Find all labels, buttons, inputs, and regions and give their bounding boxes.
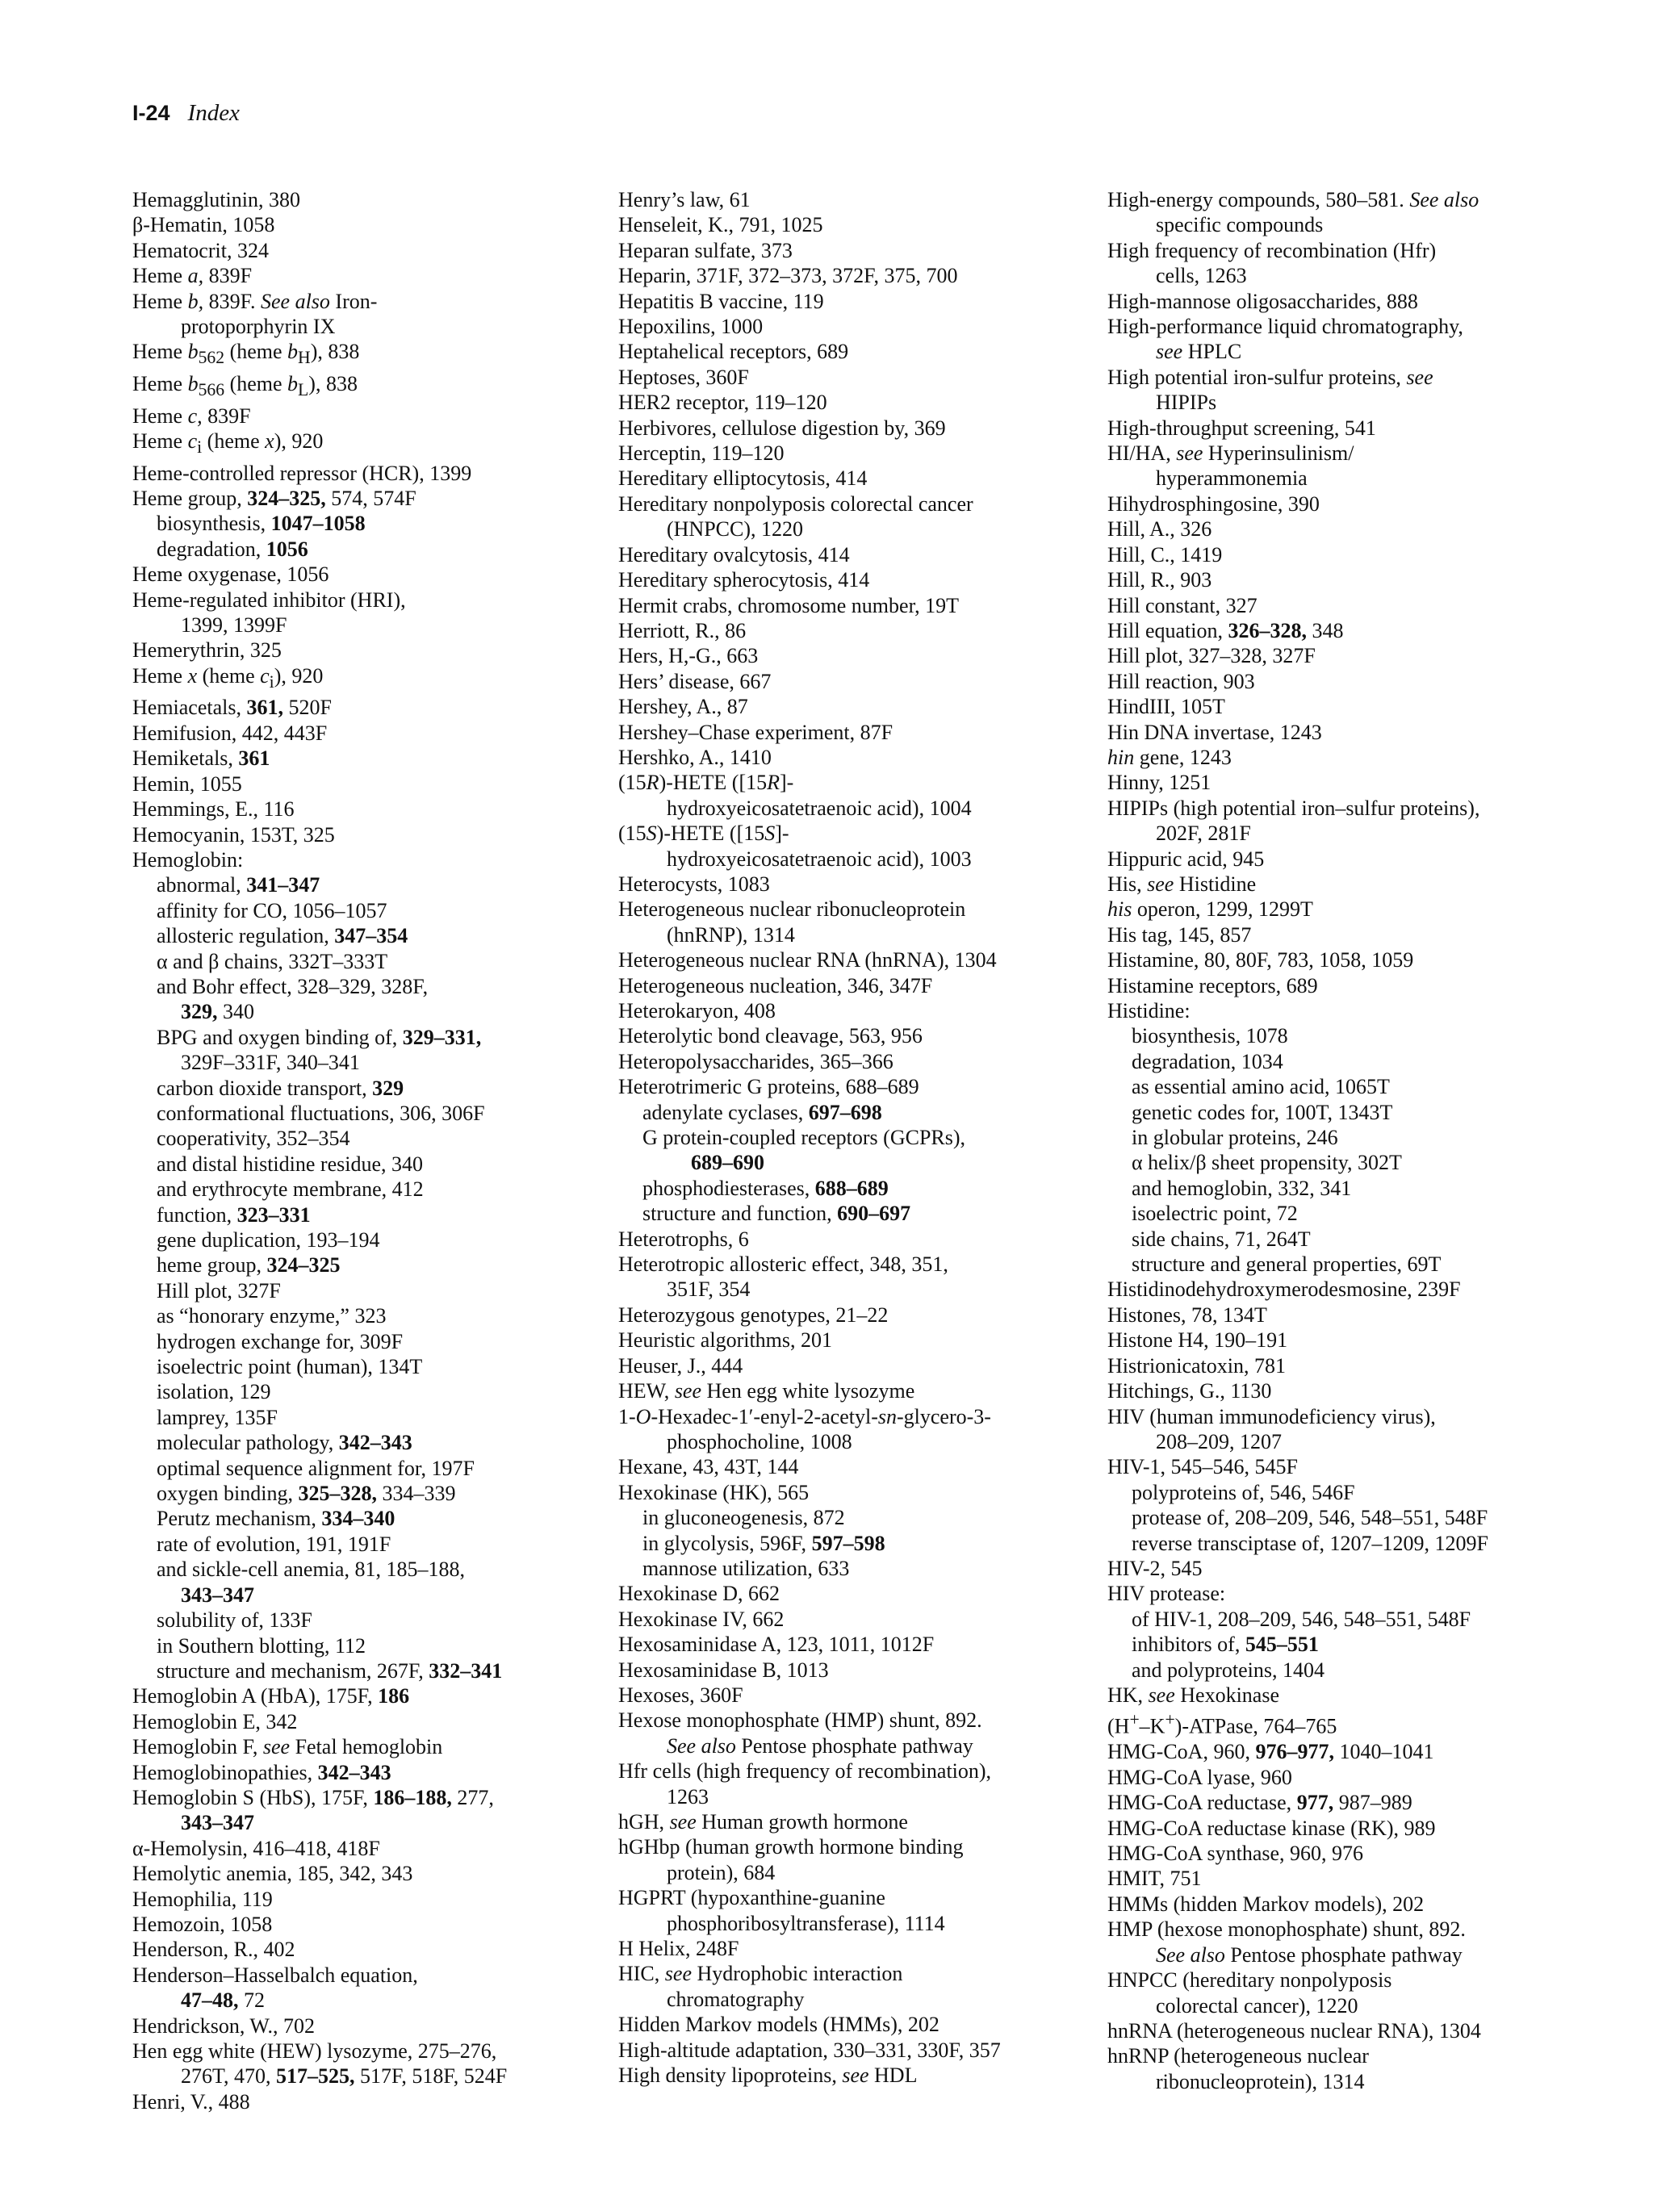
index-entry: isolation, 129 — [157, 1380, 271, 1404]
index-entry: β-Hematin, 1058 — [132, 213, 275, 237]
index-entry: Hereditary nonpolyposis colorectal cancer — [618, 491, 973, 516]
index-entry: HMG-CoA, 960, 976–977, 1040–1041 — [1107, 1740, 1434, 1764]
index-entry: Heterocysts, 1083 — [618, 872, 770, 896]
index-entry: Histidine: — [1107, 999, 1191, 1022]
index-entry: HMG-CoA synthase, 960, 976 — [1107, 1842, 1364, 1866]
index-entry: 1263 — [667, 1784, 709, 1808]
index-entry: in globular proteins, 246 — [1132, 1126, 1338, 1150]
index-entry: Herceptin, 119–120 — [618, 441, 785, 466]
index-entry: (HNPCC), 1220 — [667, 517, 804, 542]
index-entry: genetic codes for, 100T, 1343T — [1132, 1100, 1393, 1124]
index-entry: Hereditary ovalcytosis, 414 — [618, 542, 850, 567]
index-column-3 — [1107, 187, 1608, 2094]
index-entry: gene duplication, 193–194 — [157, 1228, 380, 1252]
index-entry: Heterogeneous nuclear RNA (hnRNA), 1304 — [618, 948, 997, 972]
index-entry: High-energy compounds, 580–581. See also — [1107, 188, 1479, 211]
index-entry: HMG-CoA reductase kinase (RK), 989 — [1107, 1816, 1436, 1840]
index-entry: Heme $c_i$ (heme x), 920 — [132, 429, 324, 458]
index-entry: HMP (hexose monophosphate) shunt, 892. — [1107, 1917, 1466, 1942]
index-entry: Hepatitis B vaccine, 119 — [618, 289, 824, 313]
index-entry: High-altitude adaptation, 330–331, 330F, 357 — [618, 2038, 1001, 2062]
index-entry: High potential iron-sulfur proteins, see — [1107, 365, 1433, 389]
index-entry: abnormal, 341–347 — [157, 873, 320, 897]
index-entry: Heterotrimeric G proteins, 688–689 — [618, 1075, 919, 1099]
index-entry: HIC, see Hydrophobic interaction — [618, 1962, 903, 1986]
index-entry: and sickle-cell anemia, 81, 185–188, — [157, 1558, 465, 1582]
index-entry: solubility of, 133F — [157, 1608, 312, 1633]
index-entry: as “honorary enzyme,” 323 — [157, 1304, 387, 1328]
index-entry: specific compounds — [1156, 213, 1324, 237]
index-entry: reverse transciptase of, 1207–1209, 1209F — [1132, 1531, 1488, 1555]
index-entry: Hemmings, E., 116 — [132, 797, 295, 822]
index-entry: Heme c, 839F — [132, 404, 251, 428]
index-entry: HIPIPs (high potential iron–sulfur proteins), — [1107, 796, 1480, 820]
index-entry: Hereditary spherocytosis, 414 — [618, 568, 870, 592]
index-entry: Histamine receptors, 689 — [1107, 973, 1318, 997]
index-entry: 1-O-Hexadec-1′-enyl-2-acetyl-sn-glycero-3- — [618, 1404, 991, 1428]
index-entry: Hill equation, 326–328, 348 — [1107, 618, 1344, 642]
index-entry: and erythrocyte membrane, 412 — [157, 1177, 424, 1202]
index-entry: Hemiacetals, 361, 520F — [132, 696, 332, 720]
index-entry: heme group, 324–325 — [157, 1253, 341, 1277]
index-entry: Hexose monophosphate (HMP) shunt, 892. — [618, 1708, 982, 1733]
index-entry: protein), 684 — [667, 1860, 776, 1884]
index-entry: High density lipoproteins, see HDL — [618, 2064, 918, 2088]
index-entry: 47–48, 72 — [181, 1988, 265, 2013]
index-entry: Hen egg white (HEW) lysozyme, 275–276, — [132, 2039, 497, 2063]
index-entry: Heterogeneous nuclear ribonucleoprotein — [618, 897, 966, 922]
index-entry: See also Pentose phosphate pathway — [1156, 1942, 1463, 1967]
index-entry: Hemerythrin, 325 — [132, 638, 282, 663]
index-entry: His tag, 145, 857 — [1107, 922, 1252, 947]
index-entry: Hendrickson, W., 702 — [132, 2013, 316, 2038]
index-entry: function, 323–331 — [157, 1202, 311, 1227]
index-entry: Herbivores, cellulose digestion by, 369 — [618, 416, 946, 440]
index-entry: optimal sequence alignment for, 197F — [157, 1456, 475, 1480]
index-entry: Hemoglobin F, see Fetal hemoglobin — [132, 1735, 443, 1759]
index-entry: Hereditary elliptocytosis, 414 — [618, 466, 868, 491]
index-entry: structure and general properties, 69T — [1132, 1252, 1442, 1277]
index-entry: biosynthesis, 1047–1058 — [157, 512, 366, 536]
index-entry: Hemifusion, 442, 443F — [132, 721, 328, 745]
index-entry: Hers, H,-G., 663 — [618, 644, 759, 668]
index-entry: Henderson–Hasselbalch equation, — [132, 1963, 418, 1987]
index-entry: Heterokaryon, 408 — [618, 999, 776, 1022]
index-entry: hydrogen exchange for, 309F — [157, 1329, 404, 1353]
index-entry: HER2 receptor, 119–120 — [618, 391, 827, 415]
index-entry: rate of evolution, 191, 191F — [157, 1532, 391, 1556]
index-entry: Hill reaction, 903 — [1107, 669, 1255, 693]
index-entry: Heme $b_{562}$ (heme $b_H$), 838 — [132, 340, 360, 368]
index-entry: (15S)-HETE ([15S]- — [618, 822, 789, 846]
index-entry: Hemoglobinopathies, 342–343 — [132, 1760, 391, 1784]
index-entry: hGH, see Human growth hormone — [618, 1810, 908, 1834]
index-entry: Histamine, 80, 80F, 783, 1058, 1059 — [1107, 948, 1414, 972]
index-entry: Hershey–Chase experiment, 87F — [618, 720, 893, 744]
index-entry: hGHbp (human growth hormone binding — [618, 1835, 964, 1859]
index-entry: 1399, 1399F — [181, 613, 287, 638]
index-entry: His, see Histidine — [1107, 872, 1257, 896]
index-entry: Hemoglobin E, 342 — [132, 1709, 298, 1733]
index-entry: HMMs (hidden Markov models), 202 — [1107, 1892, 1425, 1916]
index-column-1 — [132, 187, 584, 2114]
index-entry: 202F, 281F — [1156, 822, 1251, 846]
index-entry: α and β chains, 332T–333T — [157, 949, 388, 973]
index-entry: HNPCC (hereditary nonpolyposis — [1107, 1968, 1392, 1992]
index-entry: See also Pentose phosphate pathway — [667, 1733, 973, 1758]
index-entry: α helix/β sheet propensity, 302T — [1132, 1151, 1402, 1175]
running-head-title: Index — [187, 100, 240, 126]
index-entry: HIV protease: — [1107, 1582, 1226, 1606]
index-entry: High-performance liquid chromatography, — [1107, 315, 1463, 339]
index-entry: hnRNA (heterogeneous nuclear RNA), 1304 — [1107, 2018, 1481, 2043]
index-entry: hydroxyeicosatetraenoic acid), 1003 — [667, 847, 972, 871]
index-entry: 208–209, 1207 — [1156, 1429, 1282, 1453]
index-entry: in glycolysis, 596F, 597–598 — [642, 1531, 885, 1555]
index-entry: Heparan sulfate, 373 — [618, 238, 793, 262]
index-entry: and polyproteins, 1404 — [1132, 1658, 1325, 1682]
index-entry: degradation, 1034 — [1132, 1049, 1283, 1073]
index-entry: Hill plot, 327F — [157, 1278, 281, 1303]
index-entry: protoporphyrin IX — [181, 315, 336, 339]
index-entry: HK, see Hexokinase — [1107, 1683, 1280, 1707]
index-entry: Heuser, J., 444 — [618, 1353, 743, 1378]
index-entry: Hershko, A., 1410 — [618, 745, 772, 769]
index-entry: chromatography — [667, 1987, 805, 2011]
index-entry: 329, 340 — [181, 1000, 254, 1024]
index-entry: Hemin, 1055 — [132, 771, 242, 796]
index-entry: High frequency of recombination (Hfr) — [1107, 238, 1437, 262]
index-entry: Henderson, R., 402 — [132, 1938, 295, 1962]
index-entry: Histones, 78, 134T — [1107, 1303, 1267, 1327]
index-entry: and distal histidine residue, 340 — [157, 1152, 424, 1176]
index-entry: and Bohr effect, 328–329, 328F, — [157, 974, 429, 998]
index-entry: Heuristic algorithms, 201 — [618, 1328, 833, 1353]
index-entry: cells, 1263 — [1156, 264, 1247, 288]
index-entry: HIV-1, 545–546, 545F — [1107, 1455, 1298, 1479]
index-entry: Hill plot, 327–328, 327F — [1107, 644, 1316, 668]
index-entry: mannose utilization, 633 — [642, 1556, 850, 1580]
index-entry: structure and mechanism, 267F, 332–341 — [157, 1658, 503, 1683]
index-entry: Heterogeneous nucleation, 346, 347F — [618, 973, 933, 997]
index-entry: Hexoses, 360F — [618, 1683, 743, 1707]
index-entry: Heme-controlled repressor (HCR), 1399 — [132, 461, 472, 485]
index-entry: Hematocrit, 324 — [132, 238, 269, 262]
index-entry: α-Hemolysin, 416–418, 418F — [132, 1836, 380, 1860]
index-entry: Heme $b_{566}$ (heme $b_L$), 838 — [132, 372, 358, 400]
index-entry: HIPIPs — [1156, 391, 1217, 415]
index-entry: Hexokinase IV, 662 — [618, 1607, 785, 1631]
index-entry: Perutz mechanism, 334–340 — [157, 1507, 395, 1531]
index-entry: High-mannose oligosaccharides, 888 — [1107, 289, 1418, 313]
index-entry: HI/HA, see Hyperinsulinism/ — [1107, 441, 1354, 466]
index-entry: Hexosaminidase A, 123, 1011, 1012F — [618, 1633, 935, 1657]
index-entry: polyproteins of, 546, 546F — [1132, 1480, 1355, 1504]
index-entry: degradation, 1056 — [157, 537, 308, 561]
index-entry: conformational fluctuations, 306, 306F — [157, 1101, 485, 1125]
index-entry: phosphodiesterases, 688–689 — [642, 1176, 889, 1200]
index-entry: Hexosaminidase B, 1013 — [618, 1658, 829, 1682]
index-entry: Heterozygous genotypes, 21–22 — [618, 1303, 889, 1327]
index-entry: HMG-CoA reductase, 977, 987–989 — [1107, 1791, 1412, 1815]
index-entry: in gluconeogenesis, 872 — [642, 1506, 845, 1530]
index-entry: Hemocyanin, 153T, 325 — [132, 822, 335, 847]
index-entry: colorectal cancer), 1220 — [1156, 1993, 1358, 2018]
index-entry: Heteropolysaccharides, 365–366 — [618, 1049, 893, 1073]
index-entry: Heme b, 839F. See also Iron- — [132, 289, 378, 313]
index-entry: Hill constant, 327 — [1107, 593, 1258, 617]
index-entry: Hidden Markov models (HMMs), 202 — [618, 2013, 939, 2037]
index-entry: Henri, V., 488 — [132, 2089, 250, 2114]
index-entry: Histone H4, 190–191 — [1107, 1328, 1288, 1353]
page-number: I-24 — [132, 101, 170, 125]
index-entry: protease of, 208–209, 546, 548–551, 548F — [1132, 1506, 1488, 1530]
index-entry: lamprey, 135F — [157, 1405, 278, 1429]
index-entry: hnRNP (heterogeneous nuclear — [1107, 2044, 1369, 2068]
index-entry: hin gene, 1243 — [1107, 745, 1232, 769]
index-entry: Hill, C., 1419 — [1107, 542, 1223, 567]
index-entry: Herriott, R., 86 — [618, 618, 747, 642]
index-entry: (15R)-HETE ([15R]- — [618, 771, 794, 795]
index-entry: HIV-2, 545 — [1107, 1556, 1203, 1580]
index-entry: hyperammonemia — [1156, 466, 1308, 491]
index-column-2 — [618, 187, 1094, 2088]
index-entry: G protein-coupled receptors (GCPRs), — [642, 1126, 966, 1150]
index-entry: HIV (human immunodeficiency virus), — [1107, 1404, 1436, 1428]
index-entry: Henseleit, K., 791, 1025 — [618, 213, 823, 237]
index-entry: Heterotrophs, 6 — [618, 1227, 749, 1251]
index-entry: H Helix, 248F — [618, 1937, 739, 1961]
index-entry: Hershey, A., 87 — [618, 695, 748, 719]
index-entry: Heparin, 371F, 372–373, 372F, 375, 700 — [618, 264, 958, 288]
index-entry: Hemozoin, 1058 — [132, 1912, 273, 1936]
index-entry: phosphocholine, 1008 — [667, 1429, 852, 1453]
index-entry: Heme-regulated inhibitor (HRI), — [132, 587, 406, 612]
index-entry: structure and function, 690–697 — [642, 1202, 911, 1226]
index-entry: molecular pathology, 342–343 — [157, 1431, 412, 1455]
index-entry: biosynthesis, 1078 — [1132, 1024, 1288, 1048]
index-entry: Histidinodehydroxymerodesmosine, 239F — [1107, 1277, 1461, 1302]
index-entry: HEW, see Hen egg white lysozyme — [618, 1379, 915, 1403]
index-entry: 351F, 354 — [667, 1277, 751, 1302]
index-entry: Heterotropic allosteric effect, 348, 351, — [618, 1252, 948, 1277]
index-entry: HindIII, 105T — [1107, 695, 1225, 719]
index-entry: side chains, 71, 264T — [1132, 1227, 1311, 1251]
index-entry: Heme x (heme $c_i$), 920 — [132, 663, 324, 692]
index-entry: Hexane, 43, 43T, 144 — [618, 1455, 799, 1479]
index-entry: Hemolytic anemia, 185, 342, 343 — [132, 1862, 413, 1886]
running-head — [132, 100, 240, 127]
index-entry: cooperativity, 352–354 — [157, 1127, 350, 1151]
index-entry: affinity for CO, 1056–1057 — [157, 898, 387, 922]
index-entry: Histrionicatoxin, 781 — [1107, 1353, 1286, 1378]
index-entry: Hexokinase (HK), 565 — [618, 1480, 810, 1504]
index-entry: Hexokinase D, 662 — [618, 1582, 780, 1606]
index-entry: (hnRNP), 1314 — [667, 922, 795, 947]
index-entry: 329F–331F, 340–341 — [181, 1051, 360, 1075]
index-entry: Hemiketals, 361 — [132, 746, 270, 771]
index-entry: Hemoglobin A (HbA), 175F, 186 — [132, 1684, 410, 1708]
index-entry: Henry’s law, 61 — [618, 188, 751, 211]
index-entry: Hepoxilins, 1000 — [618, 315, 764, 339]
index-entry: Heptahelical receptors, 689 — [618, 340, 849, 364]
index-entry: Heme a, 839F — [132, 264, 253, 288]
index-entry: and hemoglobin, 332, 341 — [1132, 1176, 1352, 1200]
index-entry: Hippuric acid, 945 — [1107, 847, 1265, 871]
index-entry: isoelectric point, 72 — [1132, 1202, 1298, 1226]
index-entry: oxygen binding, 325–328, 334–339 — [157, 1482, 456, 1506]
index-entry: 689–690 — [691, 1151, 764, 1175]
index-entry: Hemophilia, 119 — [132, 1887, 273, 1911]
index-entry: adenylate cyclases, 697–698 — [642, 1100, 882, 1124]
index-entry: inhibitors of, 545–551 — [1132, 1633, 1319, 1657]
index-entry: Hitchings, G., 1130 — [1107, 1379, 1272, 1403]
index-entry: Hill, A., 326 — [1107, 517, 1212, 542]
index-entry: 343–347 — [181, 1811, 254, 1835]
index-entry: ribonucleoprotein), 1314 — [1156, 2069, 1365, 2093]
index-entry: carbon dioxide transport, 329 — [157, 1076, 404, 1100]
index-entry: Hers’ disease, 667 — [618, 669, 772, 693]
index-entry: phosphoribosyltransferase), 1114 — [667, 1911, 945, 1935]
index-entry: Hemoglobin: — [132, 847, 244, 872]
index-entry: Hermit crabs, chromosome number, 19T — [618, 593, 960, 617]
index-entry: Hfr cells (high frequency of recombination), — [618, 1759, 992, 1783]
index-entry: Hin DNA invertase, 1243 — [1107, 720, 1322, 744]
index-entry: HMIT, 751 — [1107, 1867, 1202, 1891]
index-entry: (H+–K+)-ATPase, 764–765 — [1107, 1710, 1337, 1739]
index-entry: allosteric regulation, 347–354 — [157, 924, 408, 948]
index-entry: his operon, 1299, 1299T — [1107, 897, 1313, 922]
index-entry: isoelectric point (human), 134T — [157, 1355, 423, 1379]
index-entry: Heme group, 324–325, 574, 574F — [132, 487, 416, 511]
index-entry: see HPLC — [1156, 340, 1242, 364]
index-entry: 276T, 470, 517–525, 517F, 518F, 524F — [181, 2064, 508, 2089]
index-entry: in Southern blotting, 112 — [157, 1633, 366, 1658]
index-entry: hydroxyeicosatetraenoic acid), 1004 — [667, 796, 972, 820]
index-entry: Heme oxygenase, 1056 — [132, 562, 329, 587]
index-entry: Hemagglutinin, 380 — [132, 188, 300, 211]
index-entry: HMG-CoA lyase, 960 — [1107, 1765, 1292, 1789]
index-entry: as essential amino acid, 1065T — [1132, 1075, 1390, 1099]
index-entry: Heterolytic bond cleavage, 563, 956 — [618, 1024, 923, 1048]
index-entry: Hihydrosphingosine, 390 — [1107, 491, 1320, 516]
index-entry: Heptoses, 360F — [618, 365, 749, 389]
index-entry: HGPRT (hypoxanthine-guanine — [618, 1886, 885, 1910]
index-entry: Hill, R., 903 — [1107, 568, 1212, 592]
index-entry: BPG and oxygen binding of, 329–331, — [157, 1025, 482, 1049]
index-entry: Hinny, 1251 — [1107, 771, 1212, 795]
index-entry: of HIV-1, 208–209, 546, 548–551, 548F — [1132, 1607, 1471, 1631]
index-entry: 343–347 — [181, 1583, 254, 1607]
index-entry: Hemoglobin S (HbS), 175F, 186–188, 277, — [132, 1785, 494, 1809]
index-entry: High-throughput screening, 541 — [1107, 416, 1376, 440]
